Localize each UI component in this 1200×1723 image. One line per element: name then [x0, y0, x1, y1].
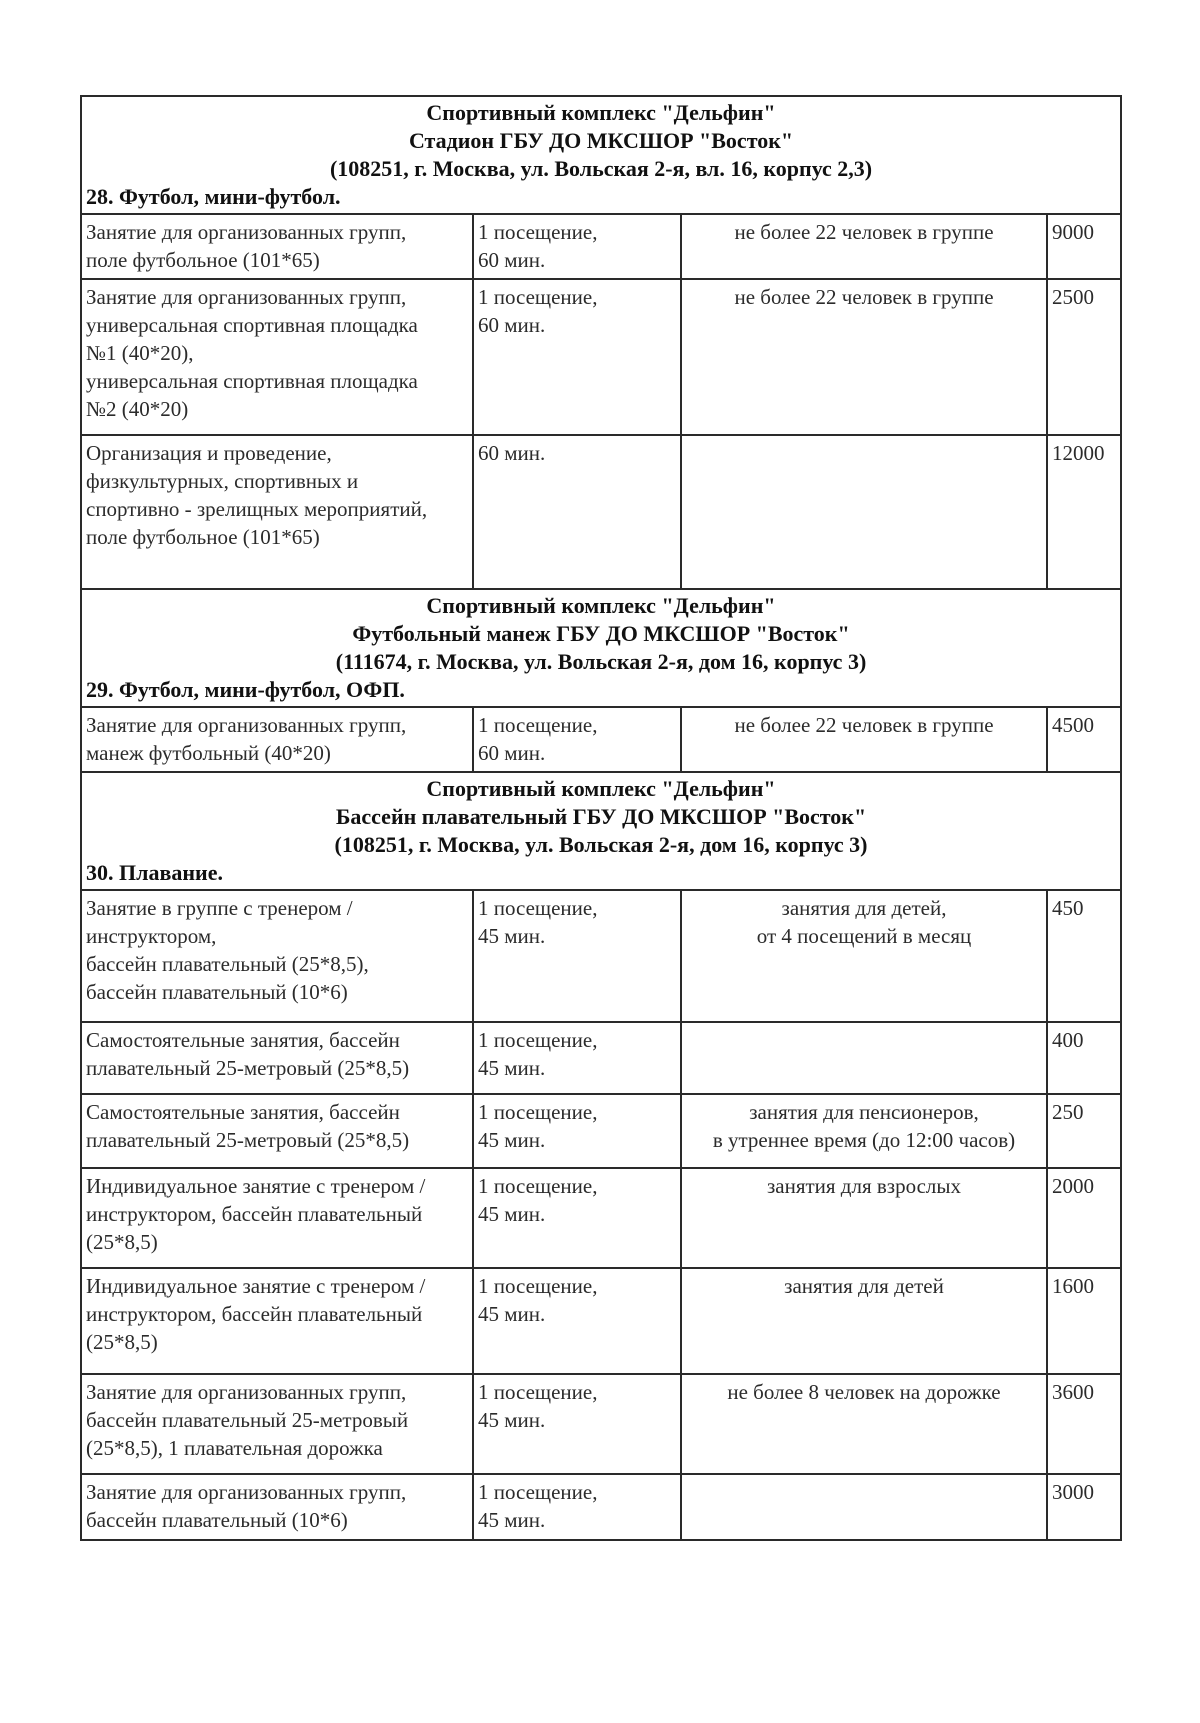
service-cell: Самостоятельные занятия, бассейн плавательный 25-метровый (25*8,5) [86, 1100, 410, 1152]
note-cell: занятия для пенсионеров, в утреннее время (до 12:00 часов) [712, 1100, 1016, 1152]
price-cell: 4500 [1052, 713, 1094, 737]
table-row [81, 1022, 1121, 1094]
note-cell: не более 8 человек на дорожке [727, 1380, 1001, 1404]
duration-cell: 1 посещение, 45 мин. [478, 1380, 598, 1432]
section-title: 28. Футбол, мини-футбол. [81, 183, 1121, 214]
table-row [81, 1474, 1121, 1540]
table-row [81, 1094, 1121, 1168]
block-header [81, 772, 1121, 859]
service-cell: Индивидуальное занятие с тренером / инструктором, бассейн плавательный (25*8,5) [86, 1174, 426, 1254]
note-cell: не более 22 человек в группе [734, 220, 994, 244]
header-line: (108251, г. Москва, ул. Вольская 2-я, вл. 16, корпус 2,3) [329, 156, 873, 181]
table-row [81, 1374, 1121, 1474]
header-line: Спортивный комплекс "Дельфин" [426, 100, 776, 125]
service-cell: Занятие для организованных групп, бассейн плавательный (10*6) [86, 1480, 407, 1532]
duration-cell: 60 мин. [478, 441, 546, 465]
header-line: Спортивный комплекс "Дельфин" [426, 593, 776, 618]
duration-cell: 1 посещение, 60 мин. [478, 220, 598, 272]
price-cell: 9000 [1052, 220, 1094, 244]
service-cell: Занятие для организованных групп, бассейн плавательный 25-метровый (25*8,5), 1 плавательная дорожка [86, 1380, 409, 1460]
note-cell: не более 22 человек в группе [734, 713, 994, 737]
table-row [81, 214, 1121, 279]
header-line: Стадион ГБУ ДО МКСШОР "Восток" [408, 128, 794, 153]
table-row [81, 1168, 1121, 1268]
table-row [81, 1268, 1121, 1374]
price-cell: 3600 [1052, 1380, 1094, 1404]
price-table [80, 95, 1122, 1541]
price-cell: 3000 [1052, 1480, 1094, 1504]
price-cell: 250 [1052, 1100, 1084, 1124]
note-cell: занятия для детей, от 4 посещений в месяц [756, 896, 972, 948]
section-title-row [81, 676, 1121, 707]
table-row [81, 707, 1121, 772]
duration-cell: 1 посещение, 45 мин. [478, 1274, 598, 1326]
price-cell: 12000 [1052, 441, 1105, 465]
header-line: (108251, г. Москва, ул. Вольская 2-я, дом 16, корпус 3) [334, 832, 868, 857]
section-title-row [81, 183, 1121, 214]
section-title: 30. Плавание. [81, 859, 1121, 890]
table-row [81, 279, 1121, 435]
note-cell: не более 22 человек в группе [734, 285, 994, 309]
service-cell: Занятие для организованных групп, поле футбольное (101*65) [86, 220, 407, 272]
service-cell: Занятие для организованных групп, универсальная спортивная площадка №1 (40*20), универсальная спортивная площадка №2 (40*20) [86, 285, 418, 421]
duration-cell: 1 посещение, 45 мин. [478, 1100, 598, 1152]
table-row [81, 890, 1121, 1022]
service-cell: Индивидуальное занятие с тренером / инструктором, бассейн плавательный (25*8,5) [86, 1274, 426, 1354]
header-line: (111674, г. Москва, ул. Вольская 2-я, дом 16, корпус 3) [335, 649, 867, 674]
duration-cell: 1 посещение, 60 мин. [478, 713, 598, 765]
section-title: 29. Футбол, мини-футбол, ОФП. [81, 676, 1121, 707]
service-cell: Занятие для организованных групп, манеж футбольный (40*20) [86, 713, 407, 765]
note-cell: занятия для детей [784, 1274, 944, 1298]
table-row [81, 435, 1121, 589]
price-cell: 400 [1052, 1028, 1084, 1052]
price-cell: 450 [1052, 896, 1084, 920]
service-cell: Организация и проведение, физкультурных, спортивных и спортивно - зрелищных мероприятий, поле футбольное (101*65) [86, 441, 428, 549]
price-cell: 1600 [1052, 1274, 1094, 1298]
header-line: Спортивный комплекс "Дельфин" [426, 776, 776, 801]
price-cell: 2000 [1052, 1174, 1094, 1198]
block-header [81, 96, 1121, 183]
price-cell: 2500 [1052, 285, 1094, 309]
duration-cell: 1 посещение, 60 мин. [478, 285, 598, 337]
header-line: Футбольный манеж ГБУ ДО МКСШОР "Восток" [352, 621, 850, 646]
service-cell: Самостоятельные занятия, бассейн плавательный 25-метровый (25*8,5) [86, 1028, 410, 1080]
header-line: Бассейн плавательный ГБУ ДО МКСШОР "Восток" [335, 804, 867, 829]
duration-cell: 1 посещение, 45 мин. [478, 1480, 598, 1532]
duration-cell: 1 посещение, 45 мин. [478, 1174, 598, 1226]
duration-cell: 1 посещение, 45 мин. [478, 1028, 598, 1080]
note-cell: занятия для взрослых [766, 1174, 962, 1198]
duration-cell: 1 посещение, 45 мин. [478, 896, 598, 948]
block-header [81, 589, 1121, 676]
service-cell: Занятие в группе с тренером / инструктором, бассейн плавательный (25*8,5), бассейн плавательный (10*6) [86, 896, 369, 1004]
section-title-row [81, 859, 1121, 890]
